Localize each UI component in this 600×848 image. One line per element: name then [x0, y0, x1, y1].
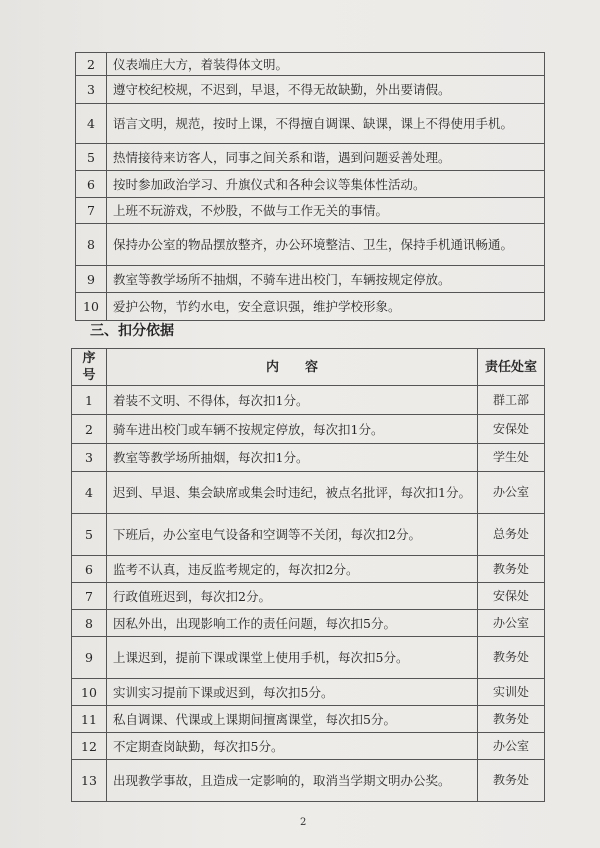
- deduction-number: 3: [72, 444, 107, 472]
- table-row: [76, 76, 545, 104]
- table-row: [72, 679, 545, 706]
- table-row: [72, 386, 545, 415]
- deduction-text: 骑车进出校门或车辆不按规定停放，每次扣1分。: [107, 415, 478, 444]
- deduction-text: 实训实习提前下课或迟到，每次扣5分。: [107, 679, 478, 706]
- deduction-number: 8: [72, 610, 107, 637]
- table-row: [72, 760, 545, 802]
- deduction-department: 教务处: [478, 760, 545, 802]
- rule-text: 仪表端庄大方，着装得体文明。: [107, 53, 545, 76]
- deduction-department: 学生处: [478, 444, 545, 472]
- rule-text: 热情接待来访客人，同事之间关系和谐，遇到问题妥善处理。: [107, 144, 545, 171]
- table-row: [72, 706, 545, 733]
- rule-text: 上班不玩游戏，不炒股，不做与工作无关的事情。: [107, 198, 545, 224]
- table-header-row: [72, 349, 545, 386]
- deduction-text: 监考不认真，违反监考规定的，每次扣2分。: [107, 556, 478, 583]
- section-title: 三、扣分依据: [90, 323, 174, 339]
- deduction-text: 上课迟到，提前下课或课堂上使用手机，每次扣5分。: [107, 637, 478, 679]
- rule-number: 5: [76, 144, 107, 171]
- deduction-number: 13: [72, 760, 107, 802]
- table-row: [76, 171, 545, 198]
- rule-text: 爱护公物，节约水电，安全意识强，维护学校形象。: [107, 293, 545, 321]
- deduction-number: 4: [72, 472, 107, 514]
- page-number: 2: [300, 817, 307, 828]
- rule-number: 4: [76, 104, 107, 144]
- rule-number: 3: [76, 76, 107, 104]
- table-row: [76, 144, 545, 171]
- deduction-department: 实训处: [478, 679, 545, 706]
- table-row: [76, 224, 545, 266]
- deduction-text: 不定期查岗缺勤，每次扣5分。: [107, 733, 478, 760]
- deduction-number: 5: [72, 514, 107, 556]
- table-row: [76, 53, 545, 76]
- rule-text: 按时参加政治学习、升旗仪式和各种会议等集体性活动。: [107, 171, 545, 198]
- deduction-number: 7: [72, 583, 107, 610]
- deduction-number: 11: [72, 706, 107, 733]
- deduction-department: 群工部: [478, 386, 545, 415]
- deduction-text: 出现教学事故，且造成一定影响的，取消当学期文明办公奖。: [107, 760, 478, 802]
- deduction-department: 教务处: [478, 556, 545, 583]
- deduction-text: 因私外出，出现影响工作的责任问题，每次扣5分。: [107, 610, 478, 637]
- table-row: [72, 556, 545, 583]
- deduction-table: [71, 348, 545, 802]
- rule-text: 语言文明，规范，按时上课，不得擅自调课、缺课，课上不得使用手机。: [107, 104, 545, 144]
- rule-number: 10: [76, 293, 107, 321]
- rule-number: 9: [76, 266, 107, 293]
- table-row: [76, 293, 545, 321]
- table-row: [72, 610, 545, 637]
- rule-text: 遵守校纪校规，不迟到，早退，不得无故缺勤，外出要请假。: [107, 76, 545, 104]
- deduction-department: 办公室: [478, 472, 545, 514]
- table-row: [72, 637, 545, 679]
- rule-number: 2: [76, 53, 107, 76]
- rule-number: 7: [76, 198, 107, 224]
- deduction-text: 私自调课、代课或上课期间擅离课堂，每次扣5分。: [107, 706, 478, 733]
- header-content: 内 容: [107, 349, 478, 386]
- rule-text: 教室等教学场所不抽烟，不骑车进出校门，车辆按规定停放。: [107, 266, 545, 293]
- deduction-department: 教务处: [478, 706, 545, 733]
- deduction-text: 下班后，办公室电气设备和空调等不关闭，每次扣2分。: [107, 514, 478, 556]
- deduction-department: 安保处: [478, 583, 545, 610]
- header-number: 序号: [72, 349, 107, 386]
- table-row: [72, 472, 545, 514]
- deduction-department: 教务处: [478, 637, 545, 679]
- deduction-department: 总务处: [478, 514, 545, 556]
- table-row: [76, 198, 545, 224]
- table-row: [72, 583, 545, 610]
- deduction-number: 9: [72, 637, 107, 679]
- deduction-department: 办公室: [478, 733, 545, 760]
- table-row: [72, 514, 545, 556]
- deduction-text: 教室等教学场所抽烟，每次扣1分。: [107, 444, 478, 472]
- deduction-text: 行政值班迟到，每次扣2分。: [107, 583, 478, 610]
- table-row: [76, 266, 545, 293]
- deduction-number: 6: [72, 556, 107, 583]
- rule-number: 8: [76, 224, 107, 266]
- table-row: [72, 415, 545, 444]
- rule-text: 保持办公室的物品摆放整齐，办公环境整洁、卫生，保持手机通讯畅通。: [107, 224, 545, 266]
- table-row: [72, 733, 545, 760]
- deduction-number: 1: [72, 386, 107, 415]
- table-row: [76, 104, 545, 144]
- rules-table: [75, 52, 545, 321]
- deduction-text: 着装不文明、不得体，每次扣1分。: [107, 386, 478, 415]
- rule-number: 6: [76, 171, 107, 198]
- deduction-text: 迟到、早退、集会缺席或集会时违纪，被点名批评，每次扣1分。: [107, 472, 478, 514]
- table-row: [72, 444, 545, 472]
- deduction-number: 12: [72, 733, 107, 760]
- deduction-number: 2: [72, 415, 107, 444]
- deduction-department: 安保处: [478, 415, 545, 444]
- deduction-department: 办公室: [478, 610, 545, 637]
- deduction-number: 10: [72, 679, 107, 706]
- header-department: 责任处室: [478, 349, 545, 386]
